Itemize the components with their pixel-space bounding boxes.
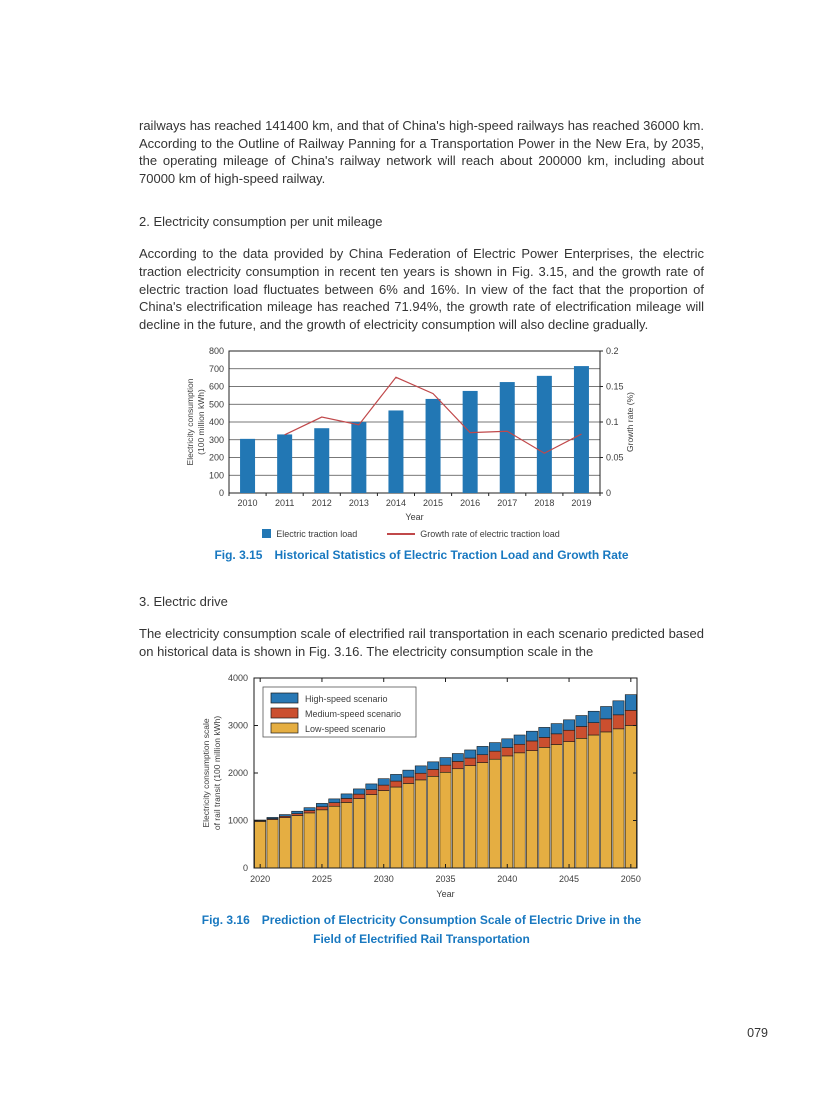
legend-item-electric-traction-load: Electric traction load [262, 529, 357, 539]
svg-text:2013: 2013 [348, 498, 369, 509]
page-number: 079 [747, 1026, 768, 1040]
svg-text:3000: 3000 [227, 720, 248, 731]
figure-3-16 [193, 671, 653, 911]
svg-text:Year: Year [405, 512, 424, 523]
svg-text:2035: 2035 [435, 873, 456, 884]
svg-text:300: 300 [208, 435, 224, 446]
svg-text:2030: 2030 [373, 873, 394, 884]
svg-text:0.05: 0.05 [606, 452, 624, 463]
line-swatch-icon [387, 533, 415, 535]
legend-swatch-icon [271, 723, 298, 733]
chart-legend [181, 527, 641, 540]
svg-text:1000: 1000 [227, 815, 248, 826]
svg-text:2010: 2010 [237, 498, 258, 509]
figure-3-16-label: Fig. 3.16 [201, 912, 250, 927]
svg-text:2011: 2011 [274, 498, 295, 509]
bar-swatch-icon [262, 529, 271, 538]
svg-text:0: 0 [242, 862, 248, 873]
svg-text:2017: 2017 [497, 498, 518, 509]
svg-text:500: 500 [208, 399, 224, 410]
svg-text:700: 700 [208, 364, 224, 375]
svg-text:0: 0 [218, 488, 224, 499]
svg-text:2014: 2014 [385, 498, 406, 509]
svg-text:2012: 2012 [311, 498, 332, 509]
svg-text:2018: 2018 [534, 498, 555, 509]
legend-item-growth-rate: Growth rate of electric traction load [387, 529, 560, 539]
svg-text:4000: 4000 [227, 672, 248, 683]
figure-3-15-label: Fig. 3.15 [214, 548, 263, 563]
figure-3-16-caption-line1 [139, 913, 704, 928]
figure-3-16-title-line2: Field of Electrified Rail Transportation [313, 931, 530, 946]
svg-text:Growth rate (%): Growth rate (%) [625, 392, 635, 453]
svg-text:2016: 2016 [460, 498, 481, 509]
section-heading-electric-drive: 3. Electric drive [139, 594, 228, 610]
figure-3-16-caption [139, 913, 704, 947]
chart-consumption-scale-prediction [193, 671, 653, 911]
svg-text:2045: 2045 [559, 873, 580, 884]
svg-text:Electricity consumption: Electricity consumption [185, 378, 195, 466]
svg-text:400: 400 [208, 417, 224, 428]
plot-area [209, 346, 624, 508]
chart-legend [263, 687, 416, 737]
svg-text:2015: 2015 [423, 498, 444, 509]
svg-text:of rail transit (100 million k: of rail transit (100 million kWh) [212, 715, 222, 830]
svg-text:800: 800 [208, 346, 224, 357]
svg-text:0.2: 0.2 [606, 346, 619, 357]
svg-text:2025: 2025 [311, 873, 332, 884]
paragraph-traction-consumption: According to the data provided by China Federation of Electric Power Enterprises, the electric traction electricity consumption in recent ten years is shown in Fig. 3.15, and the growth rate of electric traction load fluctuates between 6% and 16%. In view of the fact that the proportion of China's electrification mileage has reached 71.94%, the growth rate of electrification mileage will decline in the future, and the growth of electricity consumption will also decline gradually. [139, 246, 704, 332]
svg-text:High-speed scenario: High-speed scenario [305, 693, 388, 704]
svg-text:100: 100 [208, 470, 224, 481]
svg-text:2000: 2000 [227, 767, 248, 778]
figure-3-15-caption [139, 548, 704, 563]
paragraph-electric-drive: The electricity consumption scale of electrified rail transportation in each scenario predicted based on historical data is shown in Fig. 3.16. The electricity consumption scale in the [139, 626, 704, 659]
paragraph-railway-mileage: railways has reached 141400 km, and that of China's high-speed railways has reached 36000 km. According to the Outline of Railway Panning for a Transportation Power in the New Era, by 2035, the operating mileage of China's railway network will reach about 200000 km, including about 70000 km of high-speed railway. [139, 118, 704, 186]
svg-text:2050: 2050 [620, 873, 641, 884]
svg-text:0.1: 0.1 [606, 417, 619, 428]
svg-text:0.15: 0.15 [606, 381, 624, 392]
svg-text:2019: 2019 [571, 498, 592, 509]
figure-3-15-title: Historical Statistics of Electric Traction Load and Growth Rate [274, 548, 629, 563]
svg-text:0: 0 [606, 488, 612, 499]
page-content [139, 0, 704, 951]
svg-text:(100 million kWh): (100 million kWh) [196, 389, 206, 456]
figure-3-15 [181, 343, 641, 540]
svg-text:2020: 2020 [250, 873, 271, 884]
figure-3-16-title-line1: Prediction of Electricity Consumption Scale of Electric Drive in the [261, 912, 642, 927]
legend-swatch-icon [271, 693, 298, 703]
svg-text:600: 600 [208, 381, 224, 392]
svg-text:Medium-speed scenario: Medium-speed scenario [305, 708, 402, 719]
legend-swatch-icon [271, 708, 298, 718]
svg-text:Low-speed scenario: Low-speed scenario [305, 723, 386, 734]
svg-text:Electricity consumption scale: Electricity consumption scale [201, 717, 211, 828]
section-heading-electricity-consumption: 2. Electricity consumption per unit mileage [139, 214, 383, 230]
svg-text:200: 200 [208, 452, 224, 463]
svg-text:2040: 2040 [497, 873, 518, 884]
svg-text:Year: Year [436, 888, 455, 899]
chart-electric-traction-load [181, 343, 641, 525]
